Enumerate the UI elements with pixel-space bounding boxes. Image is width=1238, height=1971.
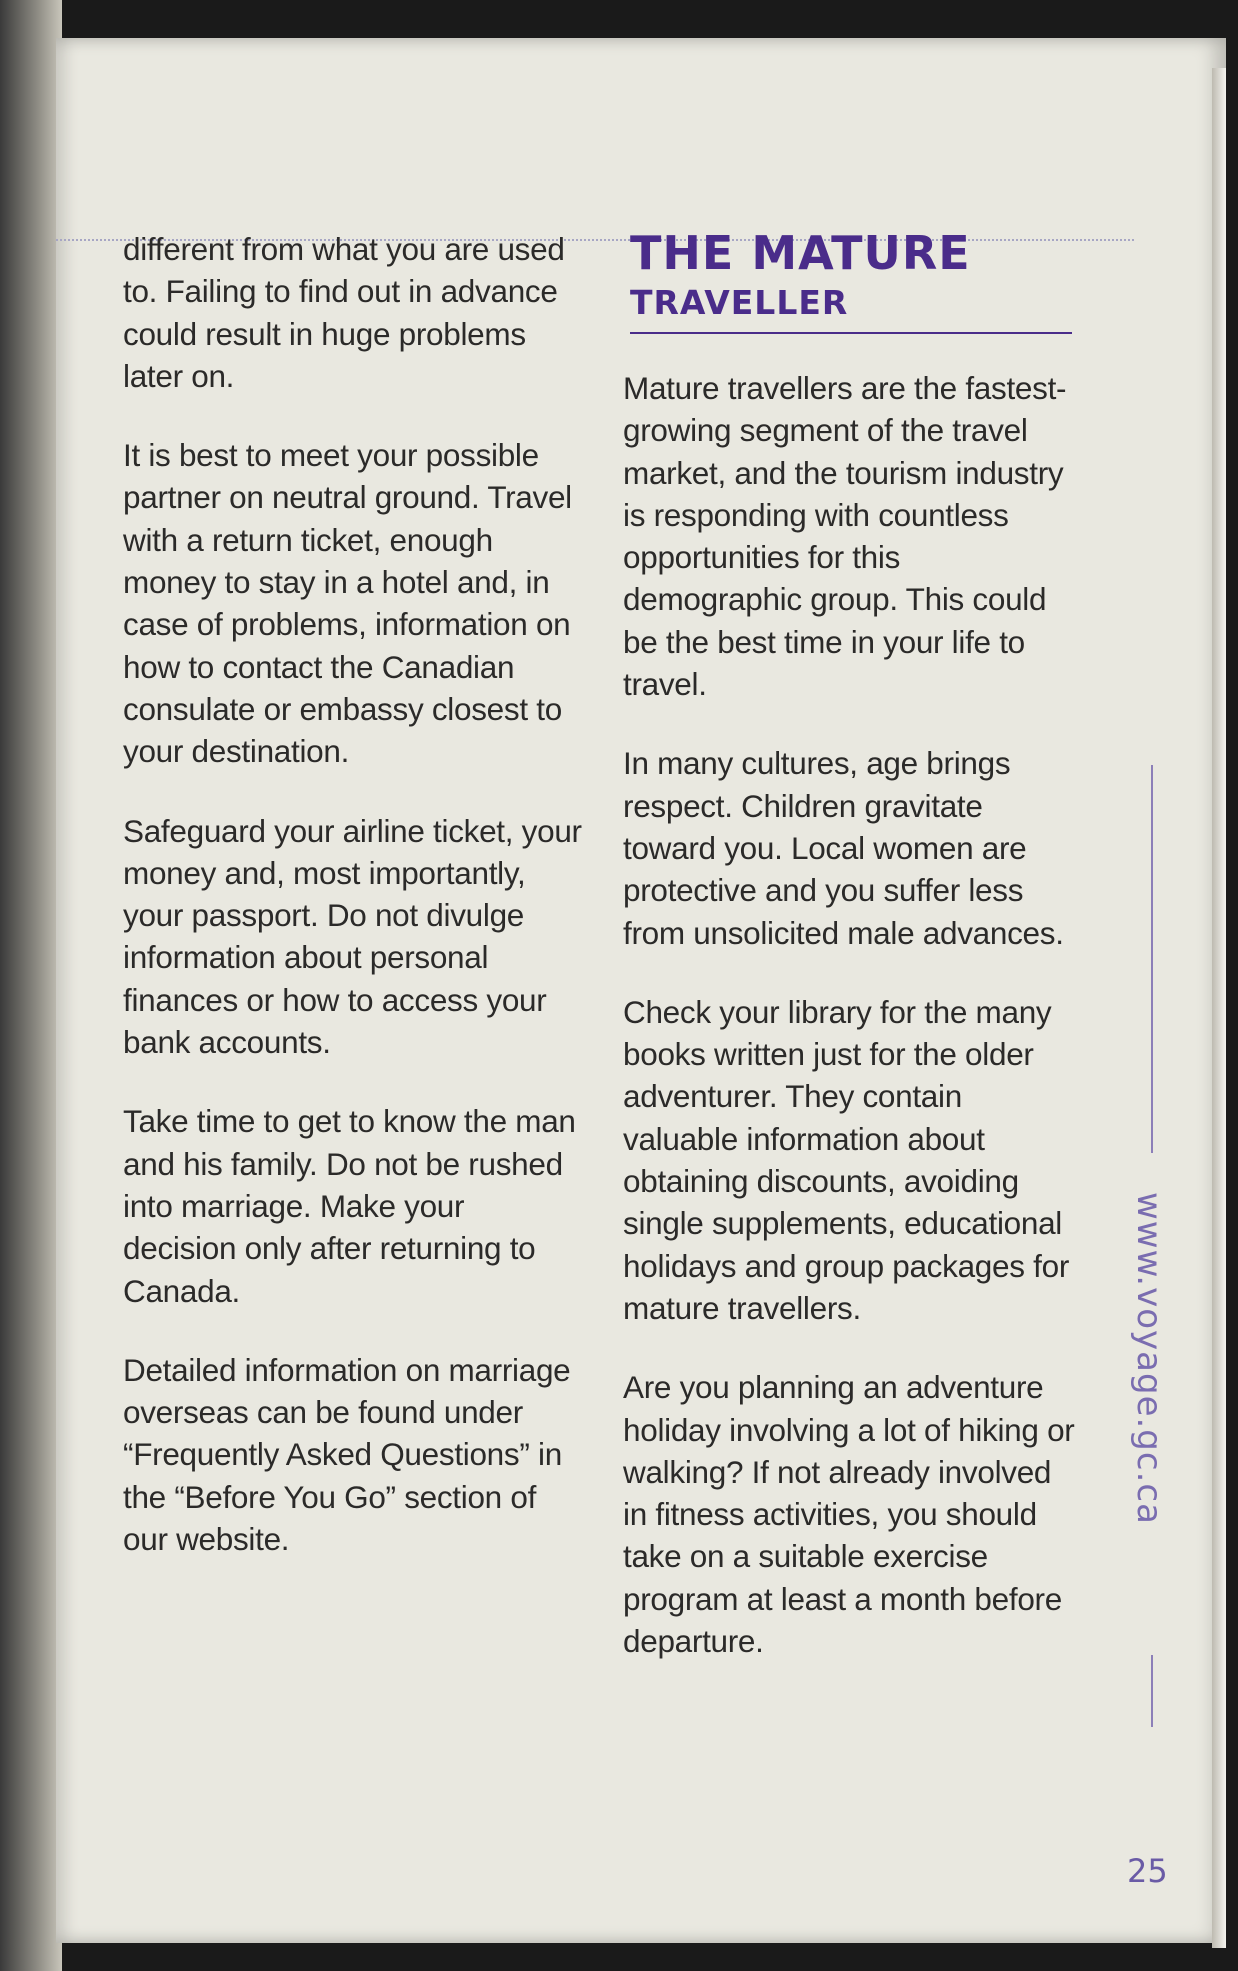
- right-paragraph-2: In many cultures, age brings respect. Children gravitate toward you. Local women are protective and you suffer less from unsolicited male advances.: [623, 745, 1064, 951]
- right-paragraph-4: Are you planning an adventure holiday involving a lot of hiking or walking? If not already involved in fitness activities, you should take on a suitable exercise program at least a month before departure.: [623, 1369, 1075, 1660]
- website-url: www.voyage.gc.ca: [1129, 1192, 1169, 1525]
- sidebar-rule-top: [1151, 765, 1153, 1153]
- right-paragraph-1: Mature travellers are the fastest-growing segment of the travel market, and the tourism industry is responding with countless opportunities for this demographic group. This could be the best time in your life to travel.: [623, 370, 1067, 703]
- heading-underline: [630, 332, 1072, 334]
- heading-line-1: THE MATURE: [630, 226, 971, 280]
- right-column: [623, 367, 1083, 1699]
- left-paragraph-1: different from what you are used to. Failing to find out in advance could result in huge problems later on.: [123, 231, 565, 394]
- book-spine: [0, 0, 62, 1971]
- page-edge: [1212, 68, 1226, 1948]
- right-paragraph-3: Check your library for the many books written just for the older adventurer. They contain valuable information about obtaining discounts, avoiding single supplements, educational holidays and group packages for mature travellers.: [623, 993, 1070, 1326]
- section-heading: [630, 225, 1076, 325]
- page-number: 25: [1127, 1852, 1168, 1890]
- left-paragraph-3: Safeguard your airline ticket, your money and, most importantly, your passport. Do not divulge information about personal finances or how to access your bank accounts.: [123, 812, 582, 1061]
- left-paragraph-4: Take time to get to know the man and his family. Do not be rushed into marriage. Make your decision only after returning to Canada.: [123, 1103, 576, 1309]
- left-paragraph-5: Detailed information on marriage overseas can be found under “Frequently Asked Questions” in the “Before You Go” section of our website.: [123, 1351, 571, 1558]
- left-column: [123, 228, 583, 1597]
- heading-line-2: TRAVELLER: [630, 283, 849, 322]
- left-paragraph-2: It is best to meet your possible partner on neutral ground. Travel with a return ticket, enough money to stay in a hotel and, in case of problems, information on how to contact the Canadian consulate or embassy closest to your destination.: [123, 437, 572, 770]
- sidebar-rule-bottom: [1151, 1655, 1153, 1727]
